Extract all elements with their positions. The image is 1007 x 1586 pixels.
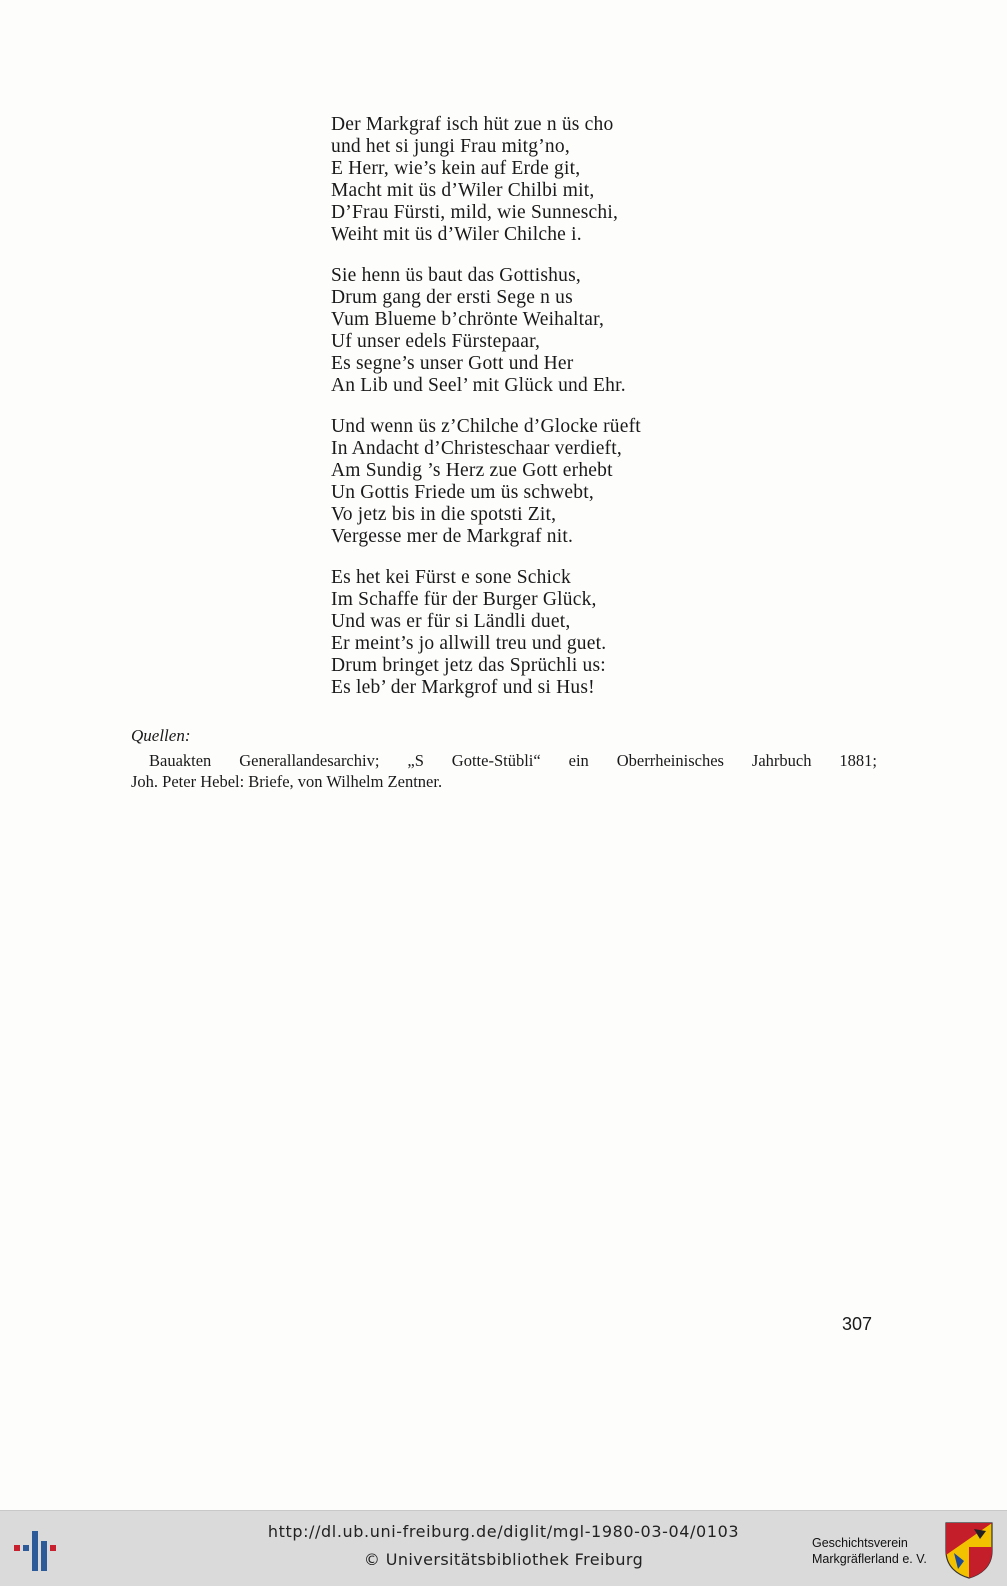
poem-line: In Andacht d’Christeschaar verdieft, — [331, 438, 622, 459]
poem-line: Drum gang der ersti Sege n us — [331, 287, 573, 308]
poem-line: Er meint’s jo allwill treu und guet. — [331, 633, 607, 654]
poem-line: Uf unser edels Fürstepaar, — [331, 331, 541, 352]
poem-stanza — [331, 567, 731, 699]
poem-stanza — [331, 114, 731, 246]
footer-copyright: © Universitätsbibliothek Freiburg — [363, 1550, 644, 1569]
poem-stanza — [331, 265, 731, 397]
poem-line: Und was er für si Ländli duet, — [331, 611, 571, 632]
poem-line: Am Sundig ’s Herz zue Gott erhebt — [331, 460, 613, 481]
poem-line: E Herr, wie’s kein auf Erde git, — [331, 158, 581, 179]
society-line-2: Markgräflerland e. V. — [812, 1552, 927, 1566]
society-line-1: Geschichtsverein — [812, 1536, 908, 1550]
footer-url-link[interactable]: http://dl.ub.uni-freiburg.de/diglit/mgl-1980-03-04/0103 — [267, 1522, 740, 1541]
poem-line: An Lib und Seel’ mit Glück und Ehr. — [331, 375, 626, 396]
poem-line: Macht mit üs d’Wiler Chilbi mit, — [331, 180, 595, 201]
poem-line: Vo jetz bis in die spotsti Zit, — [331, 504, 557, 525]
poem-line: Weiht mit üs d’Wiler Chilche i. — [331, 224, 582, 245]
poem-line: Und wenn üs z’Chilche d’Glocke rüeft — [331, 416, 641, 437]
sources-text — [131, 750, 877, 792]
poem-line: Drum bringet jetz das Sprüchli us: — [331, 655, 606, 676]
sources-line-2: Joh. Peter Hebel: Briefe, von Wilhelm Zentner. — [131, 772, 443, 791]
poem-line: Der Markgraf isch hüt zue n üs cho — [331, 114, 614, 135]
poem-line: und het si jungi Frau mitg’no, — [331, 136, 570, 157]
poem-line: Es het kei Fürst e sone Schick — [331, 567, 571, 588]
poem-stanza — [331, 416, 731, 548]
poem-line: Im Schaffe für der Burger Glück, — [331, 589, 597, 610]
footer-bar — [0, 1510, 1007, 1586]
poem-line: D’Frau Fürsti, mild, wie Sunneschi, — [331, 202, 619, 223]
poem-line: Es leb’ der Markgrof und si Hus! — [331, 677, 595, 698]
poem-line: Vergesse mer de Markgraf nit. — [331, 526, 574, 547]
poem-line: Sie henn üs baut das Gottishus, — [331, 265, 581, 286]
page-number: 307 — [842, 1314, 873, 1334]
sources-heading: Quellen: — [131, 726, 191, 745]
sources-line-1: Bauakten Generallandesarchiv; „S Gotte-Stübli“ ein Oberrheinisches Jahrbuch 1881; — [149, 751, 877, 770]
society-name — [812, 1535, 927, 1567]
poem-line: Un Gottis Friede um üs schwebt, — [331, 482, 594, 503]
poem-line: Es segne’s unser Gott und Her — [331, 353, 574, 374]
poem — [331, 114, 731, 718]
coat-of-arms-icon — [944, 1521, 994, 1579]
poem-line: Vum Blueme b’chrönte Weihaltar, — [331, 309, 605, 330]
